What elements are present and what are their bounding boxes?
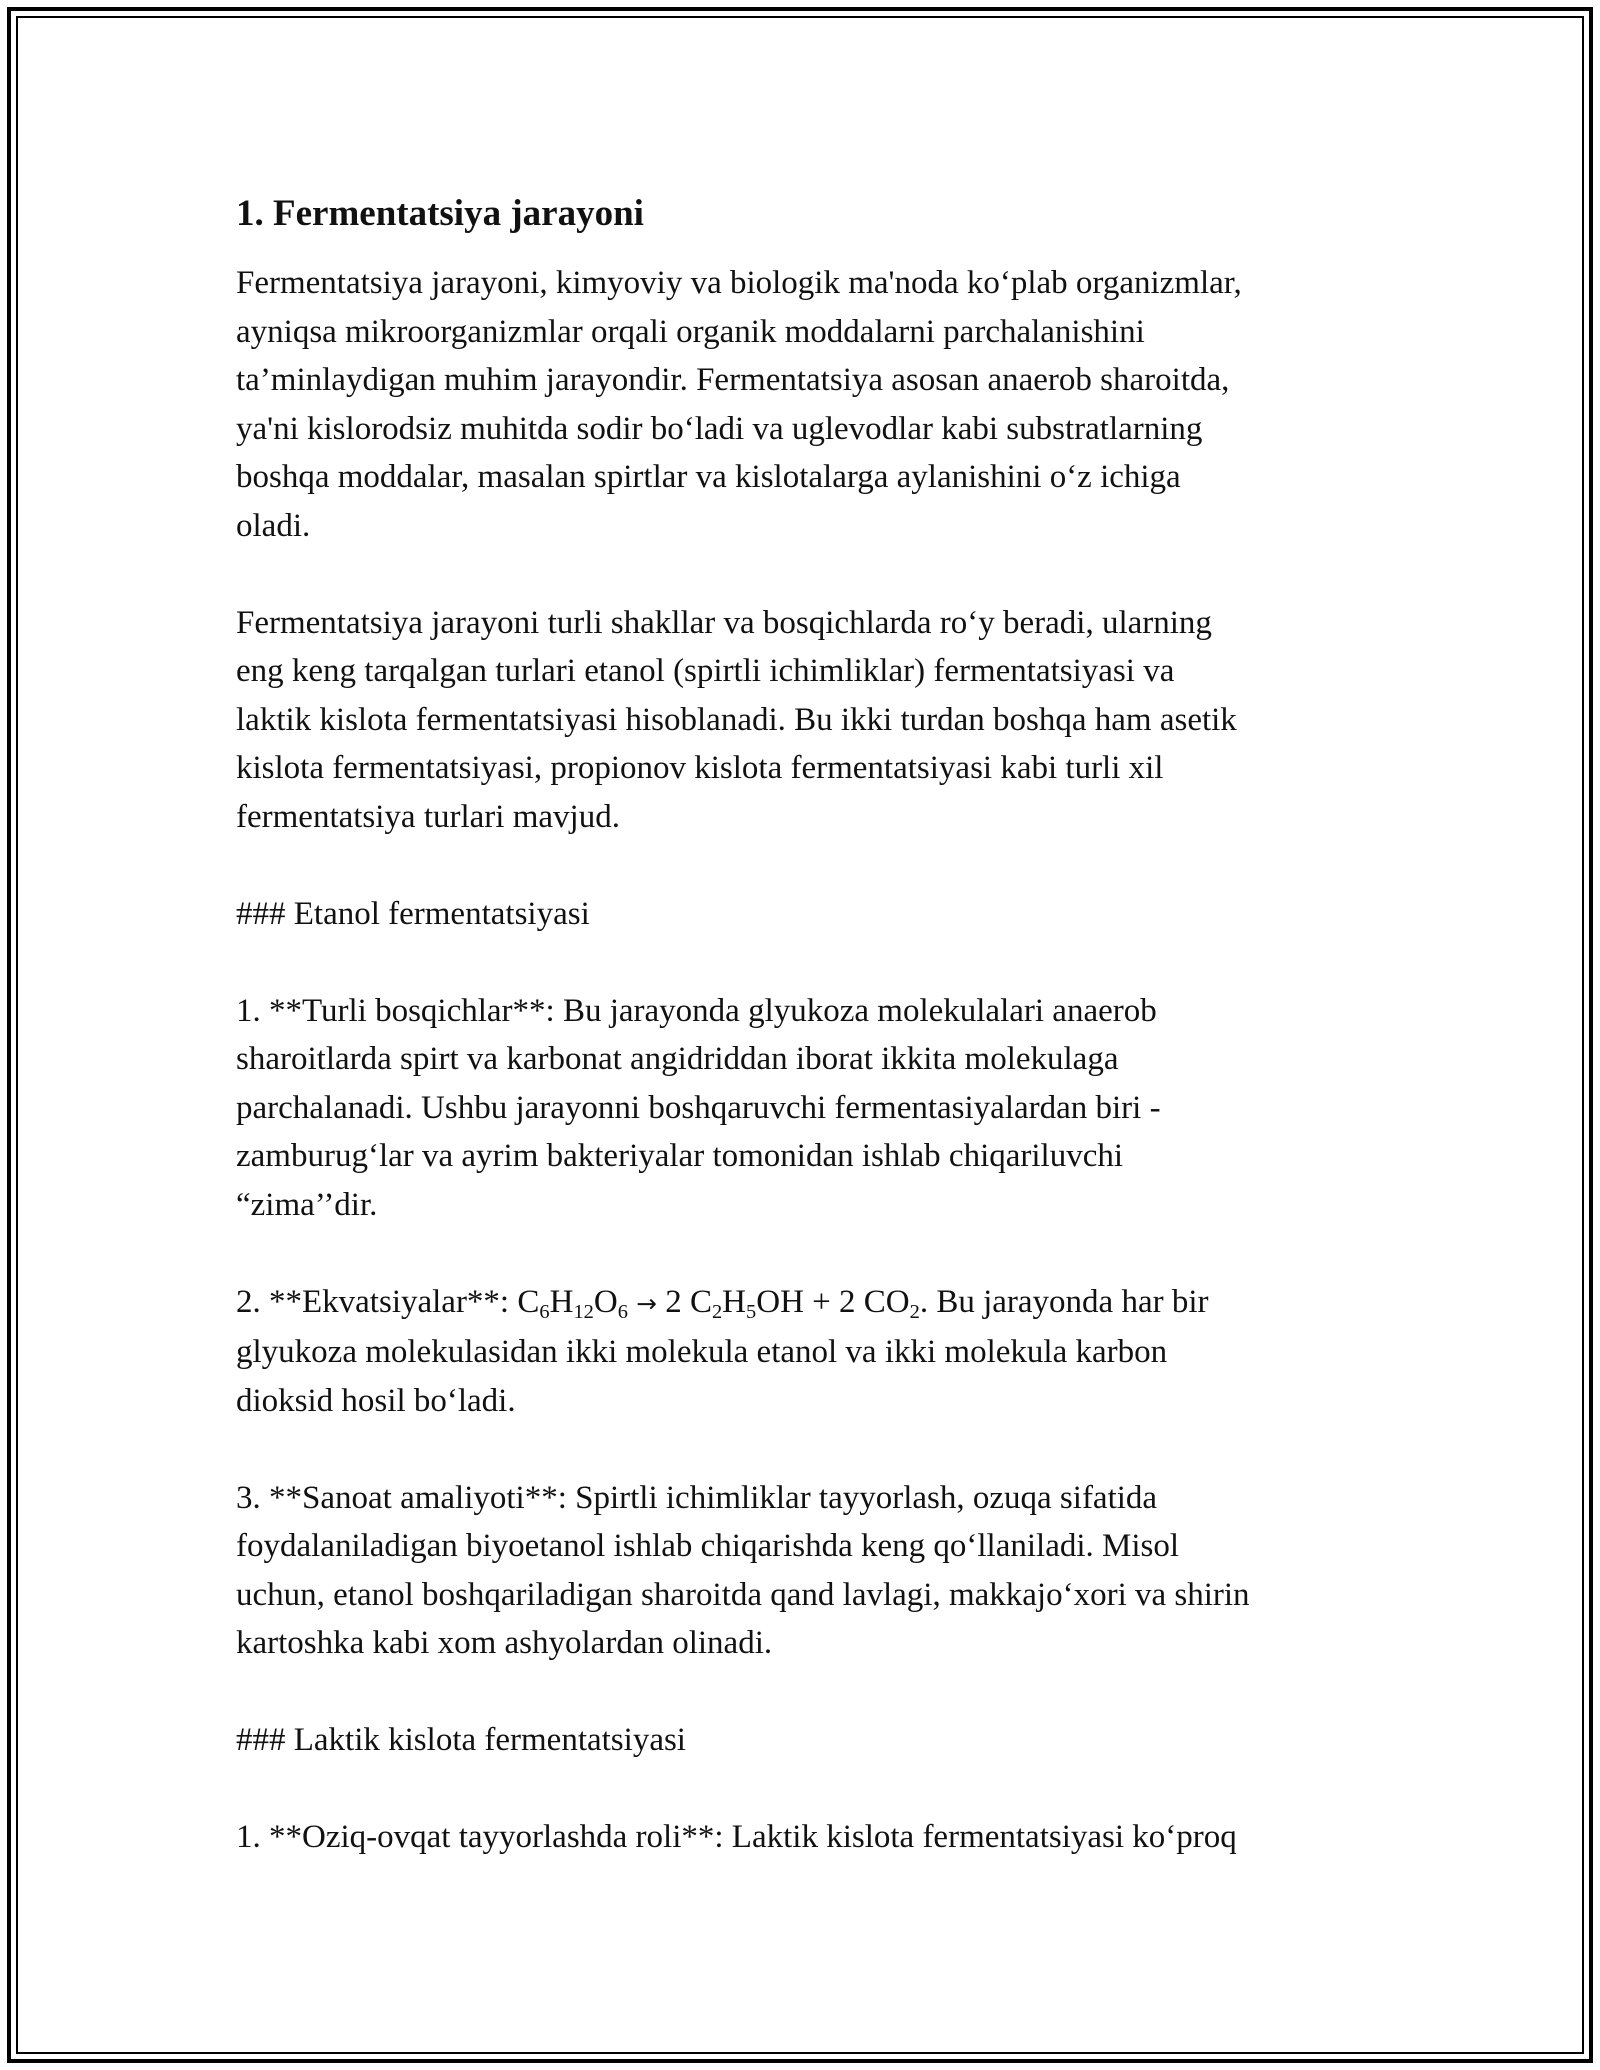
paragraph-food xyxy=(236,1813,1386,1862)
text-line: glyukoza molekulasidan ikki molekula etanol va ikki molekula karbon xyxy=(236,1334,1168,1370)
text-line: kartoshka kabi xom ashyolardan olinadi. xyxy=(236,1625,773,1661)
text-line: ayniqsa mikroorganizmlar orqali organik moddalarni parchalanishini xyxy=(236,313,1145,350)
chemical-equation: $C_6H_{12}O_6 \to 2$ $C_2H_5OH + 2$ $CO_2$ xyxy=(517,1283,920,1323)
section-heading-etanol xyxy=(236,890,1386,939)
arrow-icon: → xyxy=(636,1288,657,1318)
document-body xyxy=(236,187,1386,1910)
heading-text: ### Laktik kislota fermentatsiyasi xyxy=(236,1722,686,1758)
equation-suffix: . Bu jarayonda har bir xyxy=(919,1283,1209,1320)
text-line: parchalanadi. Ushbu jarayonni boshqaruvchi fermentasiyalardan biri - xyxy=(236,1089,1161,1126)
text-line: zamburug‘lar va ayrim bakteriyalar tomonidan ishlab chiqariluvchi xyxy=(236,1138,1124,1174)
text-line: “zima’’dir. xyxy=(236,1186,378,1223)
text-line: 1. **Turli bosqichlar**: Bu jarayonda glyukoza molekulalari anaerob xyxy=(236,992,1157,1029)
text-line: sharoitlarda spirt va karbonat angidriddan iborat ikkita molekulaga xyxy=(236,1041,1119,1077)
paragraph-intro xyxy=(236,259,1386,550)
text-line: fermentatsiya turlari mavjud. xyxy=(236,798,620,835)
text-line: foydalaniladigan biyoetanol ishlab chiqarishda keng qo‘llaniladi. Misol xyxy=(236,1528,1180,1564)
text-line: boshqa moddalar, masalan spirtlar va kislotalarga aylanishini o‘z ichiga xyxy=(236,459,1181,495)
text-line: laktik kislota fermentatsiyasi hisoblanadi. Bu ikki turdan boshqa ham asetik xyxy=(236,701,1237,738)
section-heading-laktik xyxy=(236,1716,1386,1765)
text-line: kislota fermentatsiyasi, propionov kislota fermentatsiyasi kabi turli xil xyxy=(236,750,1164,786)
text-line: ta’minlaydigan muhim jarayondir. Fermentatsiya asosan anaerob sharoitda, xyxy=(236,362,1230,398)
text-line: uchun, etanol boshqariladigan sharoitda qand lavlagi, makkajo‘xori va shirin xyxy=(236,1576,1250,1613)
text-line: Fermentatsiya jarayoni, kimyoviy va biologik ma'noda ko‘plab organizmlar, xyxy=(236,265,1242,301)
paragraph-stages xyxy=(236,987,1386,1230)
text-line: eng keng tarqalgan turlari etanol (spirtli ichimliklar) fermentatsiyasi va xyxy=(236,653,1175,689)
equation-prefix: 2. **Ekvatsiyalar**: xyxy=(236,1283,518,1320)
text-line: 1. **Oziq-ovqat tayyorlashda roli**: Laktik kislota fermentatsiyasi ko‘proq xyxy=(236,1819,1237,1855)
paragraph-types xyxy=(236,599,1386,842)
text-line: oladi. xyxy=(236,507,311,544)
text-line: dioksid hosil bo‘ladi. xyxy=(236,1382,516,1419)
paragraph-equations xyxy=(236,1278,1386,1426)
text-line: ya'ni kislorodsiz muhitda sodir bo‘ladi va uglevodlar kabi substratlarning xyxy=(236,410,1203,447)
text-line-equation xyxy=(236,1278,1386,1329)
text-line: 3. **Sanoat amaliyoti**: Spirtli ichimliklar tayyorlash, ozuqa sifatida xyxy=(236,1479,1158,1516)
document-title: 1. Fermentatsiya jarayoni xyxy=(236,193,644,234)
heading-text: ### Etanol fermentatsiyasi xyxy=(236,895,590,932)
paragraph-industry xyxy=(236,1474,1386,1668)
text-line: Fermentatsiya jarayoni turli shakllar va bosqichlarda ro‘y beradi, ularning xyxy=(236,604,1212,641)
